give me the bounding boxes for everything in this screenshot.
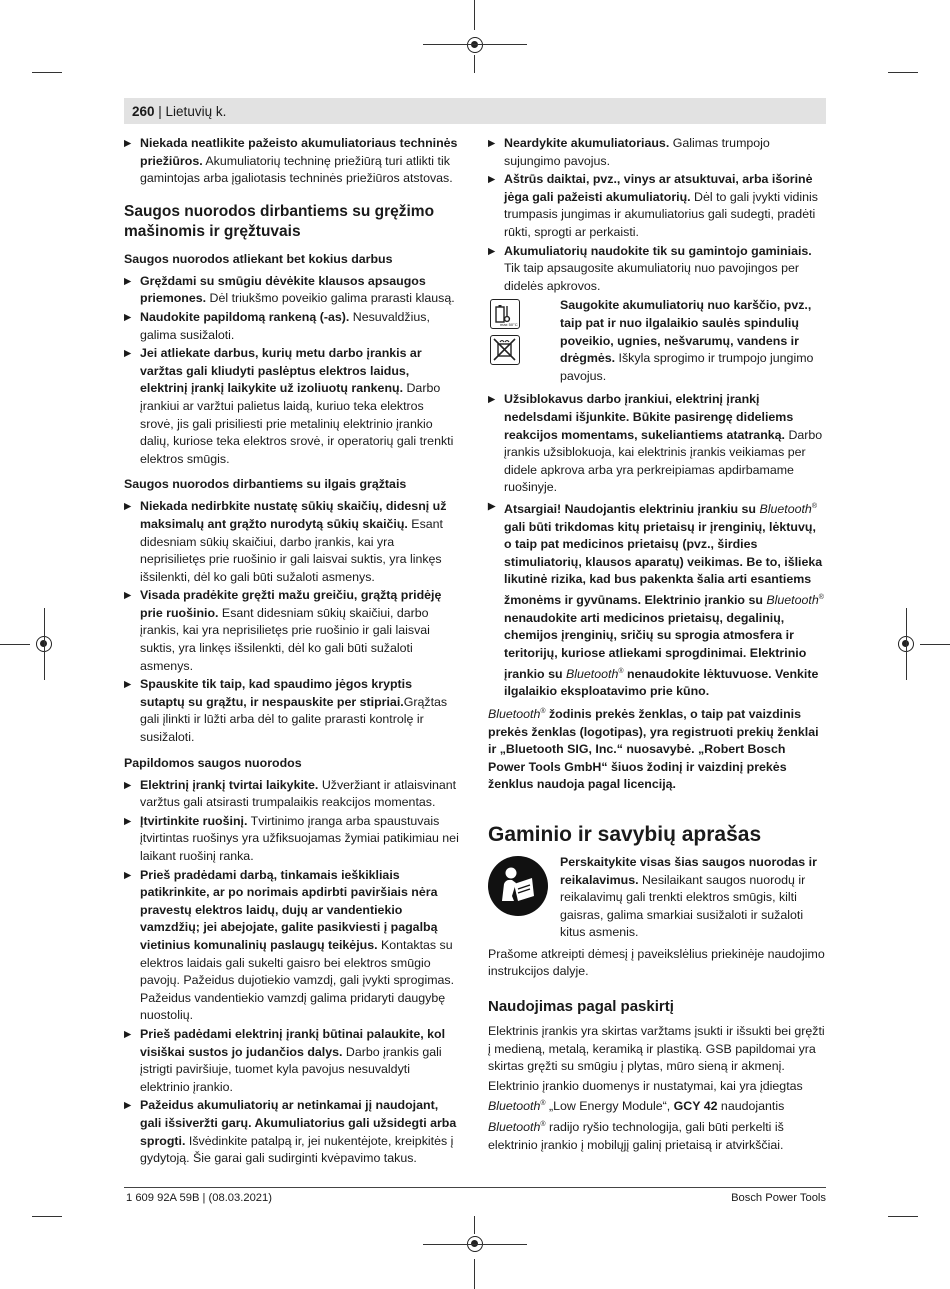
read-manual-text: Perskaitykite visas šias saugos nuorodas ir reikalavimus. Nesilaikant saugos nuorodų ir reikalavimų gali trenkti elektros smūgis, kilti gaisras, galima smarkiai susižaloti ir sužaloti kitus asmenis.	[560, 854, 817, 940]
bullet-item: ▶ Gręždami su smūgiu dėvėkite klausos apsaugos priemones. Dėl triukšmo poveikio galima prarasti klausą.	[124, 273, 459, 308]
crop-mark-top-center-lower	[474, 55, 475, 73]
crop-mark-bottom-left	[32, 1216, 62, 1217]
no-water-icon	[490, 335, 520, 365]
page-number: 260	[132, 104, 155, 119]
bullet-item: ▶ Prieš padėdami elektrinį įrankį būtinai palaukite, kol visiškai sustos jo judančios dalys. Darbo įrankis gali įstrigti paviršiuje, tuomet kyla pavojus nesuvaldyti elektrinio įrankio.	[124, 1026, 459, 1096]
page-language: Lietuvių k.	[165, 104, 227, 119]
page-header: 260 | Lietuvių k.	[132, 104, 227, 119]
crop-mark-left-h	[0, 644, 30, 645]
crop-mark-left-v	[44, 608, 45, 680]
bullet-item: ▶ Aštrūs daiktai, pvz., vinys ar atsuktuvai, arba išorinė jėga gali pažeisti akumuliatorių. Dėl to gali įvykti vidinis trumpasis jungimas ir akumuliatorius gali sudegti, pradėti rūkti, sprogti ar perkaisti.	[488, 171, 826, 241]
figures-note: Prašome atkreipti dėmesį į paveikslėlius priekinėje naudojimo instrukcijos dalyje.	[488, 946, 825, 979]
bullet-item: ▶ Neardykite akumuliatoriaus. Galimas trumpojo sujungimo pavojus.	[488, 135, 826, 170]
footer-brand: Bosch Power Tools	[731, 1192, 826, 1204]
crop-mark-bottom-right	[888, 1216, 918, 1217]
bullet-item: ▶ Visada pradėkite gręžti mažu greičiu, grąžtą pridėję prie ruošinio. Esant didesniam sūkių skaičiui, darbo įrankis, kai yra neprisilietęs prie ruošinio ir gali laisvai suktis, yra linkęs išsilenkti, dėl ko gali būti sužaloti asmenys.	[124, 587, 459, 675]
crop-mark-top-hline	[423, 44, 527, 45]
bullet-item: ▶ Niekada neatlikite pažeisto akumuliatoriaus techninės priežiūros. Akumuliatorių techninę priežiūrą turi atlikti tik gamintojas arba įgaliotasis techninės priežiūros atstovas.	[124, 135, 459, 188]
bullet-item: ▶ Užsiblokavus darbo įrankiui, elektrinį įrankį nedelsdami išjunkite. Būkite pasirengę dideliems reakcijos momentams, sukeliantiems atatranką. Darbo įrankis užsiblokuoja, kai elektrinis įrankis veikiamas per didele apkrova arba yra perkreipiamas apdirbamame ruošinyje.	[488, 391, 826, 497]
read-manual-icon	[488, 856, 548, 916]
crop-mark-top-center	[474, 0, 475, 30]
crop-mark-bottom-hline	[423, 1244, 527, 1245]
bluetooth-module-text: Elektrinio įrankio duomenys ir nustatymai, kai yra įdiegtas Bluetooth® „Low Energy Module“, GCY 42 naudojantis Bluetooth® radijo ryšio technologija, gali būti perkelti iš elektrinio įrankio į mobilųjį galinį prietaisą ir atvirkščiai.	[488, 1078, 803, 1152]
section-title: Saugos nuorodos dirbantiems su gręžimo mašinomis ir gręžtuvais	[124, 202, 435, 240]
footer-doc-number: 1 609 92A 59B | (08.03.2021)	[126, 1192, 272, 1204]
max-temp-label: max 50°C	[500, 322, 518, 328]
product-section-title: Gaminio ir savybių aprašas	[488, 822, 762, 846]
heat-warning-block	[488, 297, 826, 387]
crop-mark-bottom-center	[474, 1216, 475, 1234]
subsection-title: Papildomos saugos nuorodos	[124, 755, 302, 770]
intended-use-text: Elektrinis įrankis yra skirtas varžtams įsukti ir išsukti bei gręžti į medieną, metalą, keramiką ir plastiką. GSB papildomai yra skirtas gręžti su smūgiu į plytas, mūro sieną ir akmenį.	[488, 1024, 825, 1074]
bullet-item: ▶ Akumuliatorių naudokite tik su gamintojo gaminiais. Tik taip apsaugosite akumuliatorių nuo pavojingos per didelės apkrovos.	[488, 243, 826, 296]
intended-use-title: Naudojimas pagal paskirtį	[488, 998, 674, 1016]
subsection-title: Saugos nuorodos dirbantiems su ilgais grąžtais	[124, 477, 407, 492]
bullet-item: ▶ Jei atliekate darbus, kurių metu darbo įrankis ar varžtas gali kliudyti paslėptus elektros laidus, elektrinį įrankį laikykite už izoliuotų rankenų. Darbo įrankiui ar varžtui palietus laidą, kuriuo teka elektros srovė, jis gali prisiliesti prie metalinių elektrinio įrankio dalių, kuriose teka elektros srovė, ir operatorių gali trenkti elektros smūgis.	[124, 345, 459, 468]
bullet-item: ▶ Elektrinį įrankį tvirtai laikykite. Užveržiant ir atlaisvinant varžtus gali atsirasti trumpalaikis reakcijos momentas.	[124, 777, 459, 812]
battery-temperature-icon	[490, 299, 520, 329]
trademark-note: Bluetooth® žodinis prekės ženklas, o taip pat vaizdinis prekės ženklas (logotipas), yra registruoti prekių ženklai ir „Bluetooth SIG, Inc.“ nuosavybė. „Robert Bosch Power Tools GmbH“ šiuos žodinį ir vaizdinį prekės ženklus naudoja pagal licenciją.	[488, 706, 819, 792]
bullet-item: ▶ Prieš pradėdami darbą, tinkamais ieškikliais patikrinkite, ar po norimais apdirbti paviršiais nėra pravestų elektros laidų, dujų ar vandentiekio vamzdžių; jei abejojate, galite pasikviesti į pagalbą vietinius komunalinių paslaugų teikėjus. Kontaktas su elektros laidais gali sukelti gaisro bei elektros smūgio pavojų. Pažeidus dujotiekio vamzdį, gali įvykti sprogimas. Pažeidus vandentiekio vamzdį galima pridaryti daugybę nuostolių.	[124, 867, 459, 1025]
bullet-item: ▶ Spauskite tik taip, kad spaudimo jėgos kryptis sutaptų su grąžtu, ir nespauskite per stipriai.Grąžtas gali įlinkti ir lūžti arba dėl to galite prarasti kontrolę ir susižaloti.	[124, 676, 459, 746]
subsection-title: Saugos nuorodos atliekant bet kokius darbus	[124, 251, 393, 266]
page-header-bar	[124, 98, 826, 124]
bullet-item: ▶ Pažeidus akumuliatorių ar netinkamai jį naudojant, gali išsiveržti garų. Akumuliatorius gali užsidegti arba sprogti. Išvėdinkite patalpą ir, jei nukentėjote, kreipkitės į gydytoją. Šie garai gali sudirginti kvėpavimo takus.	[124, 1097, 459, 1167]
crop-mark-right-h	[920, 644, 950, 645]
crop-mark-top-right	[888, 72, 918, 73]
registration-mark-top	[467, 37, 483, 53]
read-manual-block	[488, 854, 826, 942]
left-column	[124, 135, 459, 1169]
bullet-item: ▶ Niekada nedirbkite nustatę sūkių skaičių, didesnį už maksimalų ant grąžto nurodytą sūkių skaičių. Esant didesniam sūkių skaičiui, darbo įrankis, kai yra neprisilietęs prie ruošinio ir gali laisvai suktis, yra linkęs išsilenkti, dėl ko gali būti sužaloti asmenys.	[124, 498, 459, 586]
bullet-item: ▶ Naudokite papildomą rankeną (-as). Nesuvaldžius, galima susižaloti.	[124, 309, 459, 344]
crop-mark-bottom-center-lower	[474, 1259, 475, 1289]
bluetooth-warning: ▶ Atsargiai! Naudojantis elektriniu įrankiu su Bluetooth® gali būti trikdomas kitų prietaisų ir įrenginių, lėktuvų, o taip pat medicinos prietaisų (pvz., širdies stimuliatorių, klausos aparatų) veikimas. Be to, išlieka likutinė rizika, kad bus pakenkta šalia arti esantiems žmonėms ir gyvūnams. Elektrinio įrankio su Bluetooth® nenaudokite arti medicinos prietaisų, degalinių, chemijos įrenginių, sričių su sprogia atmosfera ir teritorijų, kuriose atliekami sprogdinimai. Elektrinio įrankio su Bluetooth® nenaudokite lėktuvuose. Venkite ilgalaikio eksploatavimo prie kūno.	[488, 498, 826, 701]
footer-rule	[124, 1187, 826, 1188]
heat-warning-text: Saugokite akumuliatorių nuo karščio, pvz., taip pat ir nuo ilgalaikio saulės spindulių poveikio, ugnies, nešvarumų, vandens ir drėgmės. Iškyla sprogimo ir trumpojo jungimo pavojus.	[560, 298, 814, 383]
crop-mark-top-left	[32, 72, 62, 73]
bullet-item: ▶ Įtvirtinkite ruošinį. Tvirtinimo įranga arba spaustuvais įtvirtintas ruošinys yra užfiksuojamas žymiai patikimiau nei laikant ruošinį ranka.	[124, 813, 459, 866]
right-column	[488, 135, 826, 1154]
crop-mark-right-v	[906, 608, 907, 680]
